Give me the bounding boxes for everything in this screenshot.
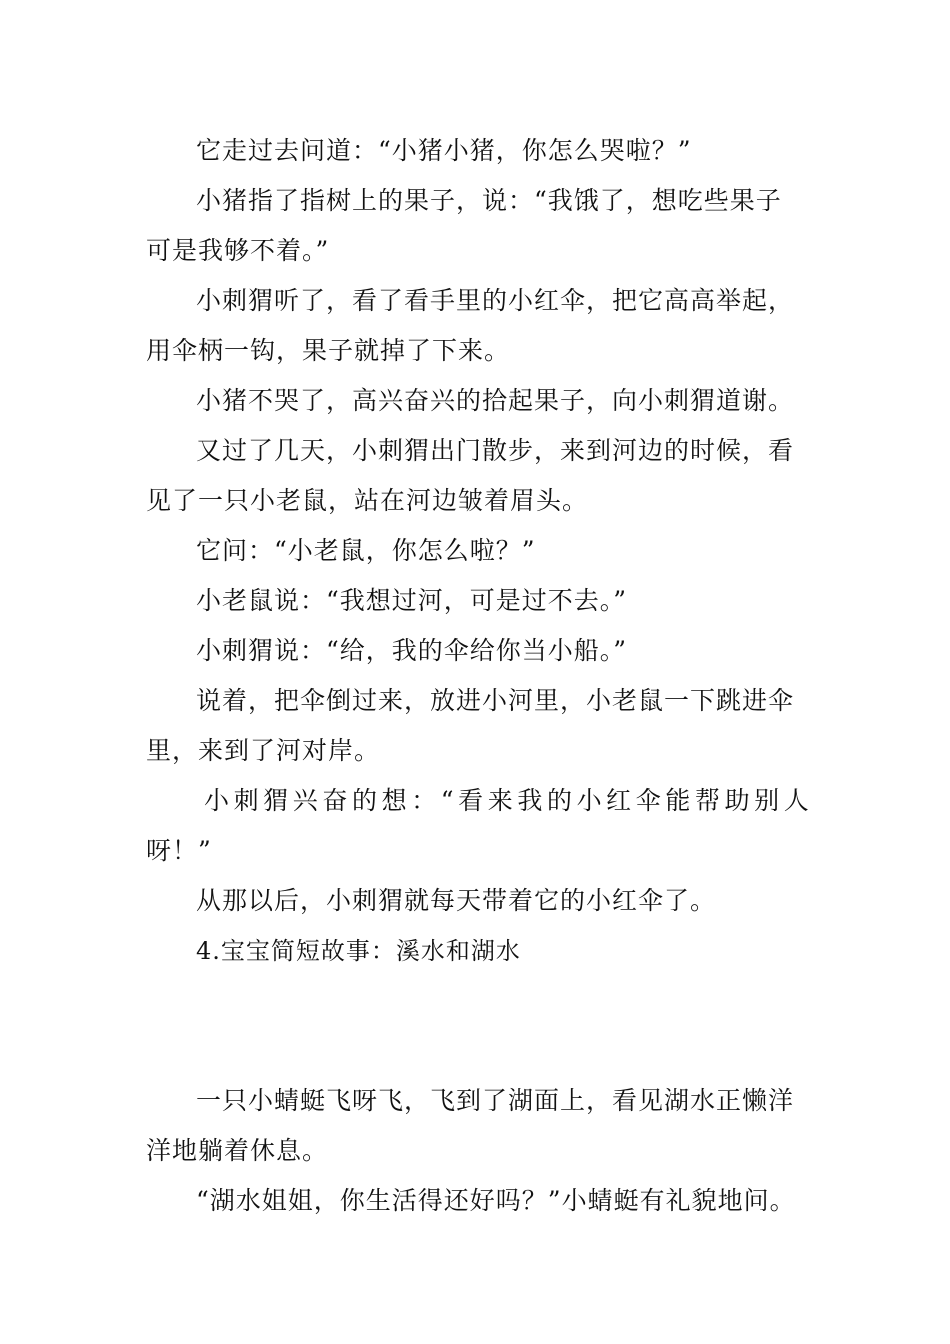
paragraph-line: 从那以后，小刺猬就每天带着它的小红伞了。 [196, 886, 717, 915]
paragraph-line: “湖水姐姐，你生活得还好吗？”小蜻蜓有礼貌地问。 [196, 1186, 796, 1215]
paragraph-line: 呀！” [146, 836, 212, 865]
paragraph-line: 小刺猬兴奋的想：“看来我的小红伞能帮助别人 [204, 786, 814, 815]
paragraph-line: 见了一只小老鼠，站在河边皱着眉头。 [146, 486, 589, 515]
paragraph-line: 洋地躺着休息。 [146, 1136, 329, 1165]
paragraph-line: 用伞柄一钩，果子就掉了下来。 [146, 336, 511, 365]
section-heading: 4.宝宝简短故事：溪水和湖水 [196, 937, 521, 965]
paragraph-line: 又过了几天，小刺猬出门散步，来到河边的时候，看 [196, 436, 795, 465]
paragraph-line: 小刺猬听了，看了看手里的小红伞，把它高高举起， [196, 286, 795, 315]
paragraph-line: 小猪指了指树上的果子，说：“我饿了，想吃些果子 [196, 186, 782, 215]
paragraph-line: 一只小蜻蜓飞呀飞，飞到了湖面上，看见湖水正懒洋 [196, 1086, 795, 1115]
paragraph-line: 小老鼠说：“我想过河，可是过不去。” [196, 586, 628, 615]
paragraph-line: 它问：“小老鼠，你怎么啦？” [196, 536, 536, 565]
paragraph-line: 说着，把伞倒过来，放进小河里，小老鼠一下跳进伞 [196, 686, 795, 715]
paragraph-line: 可是我够不着。” [146, 236, 330, 265]
paragraph-line: 小猪不哭了，高兴奋兴的拾起果子，向小刺猬道谢。 [196, 386, 795, 415]
paragraph-line: 小刺猬说：“给，我的伞给你当小船。” [196, 636, 628, 665]
paragraph-line: 里，来到了河对岸。 [146, 736, 381, 765]
paragraph-line: 它走过去问道：“小猪小猪，你怎么哭啦？” [196, 136, 692, 165]
